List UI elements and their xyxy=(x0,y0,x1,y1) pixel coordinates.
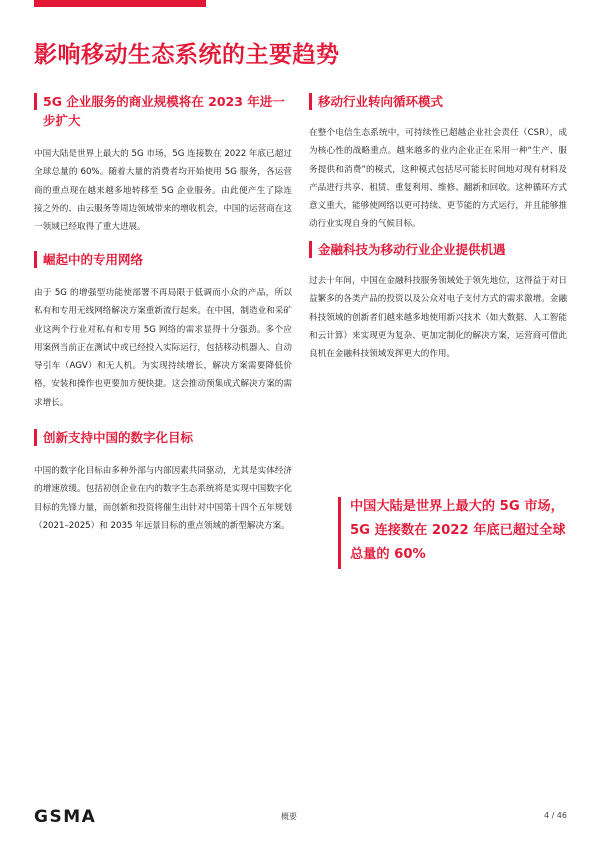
section-body: 由于 5G 的增强型功能使部署不再局限于低调而小众的产品，所以私有和专用无线网络解决方案重新流行起来。在中国，制造业和采矿业这两个行业对私有和专用 5G 网络的需求显得十分强劲。多个应用案例当前正在测试中或已经投入实际运行，包括移动机器人、自动导引车（AGV）和无人机。为实现持续增长，解决方案需要降低价格，安装和操作也更要加方便快捷。这会推动预集成式解决方案的需求增长。 xyxy=(34,288,292,408)
section-accent-bar xyxy=(34,429,37,446)
footer-section-label: 概要 xyxy=(281,812,297,821)
section-accent-bar xyxy=(34,251,37,268)
pull-quote xyxy=(338,495,570,567)
pull-quote-accent-bar xyxy=(338,497,341,569)
section-body: 在整个电信生态系统中，可持续性已超越企业社会责任（CSR），成为核心性的战略重点。越来越多的业内企业正在采用一种“生产、服务提供和消费”的模式，这种模式包括尽可能长时间地对现有材料及产品进行共享、租赁、重复利用、维修、翻新和回收。这种循环方式意义重大，能够使网络以更可持续、更节能的方式运行，并且能够推动行业实现自身的气候目标。 xyxy=(309,128,567,230)
section-title: 创新支持中国的数字化目标 xyxy=(43,430,194,445)
section-body: 中国大陆是世界上最大的 5G 市场，5G 连接数在 2022 年底已超过全球总量的 60%。随着大量的消费者均开始使用 5G 服务，各运营商的重点现在越来越多地转移至 5G 企业服务。由此便产生了除连接之外的、由云服务等周边领域带来的增收机会，中国的运营商在这一领域已经取得了重大进展。 xyxy=(34,149,292,233)
section-header xyxy=(34,428,292,447)
section-circular-model xyxy=(309,92,567,242)
section-digital-goals xyxy=(34,428,292,544)
section-accent-bar xyxy=(34,93,37,110)
pull-quote-text: 中国大陆是世界上最大的 5G 市场，5G 连接数在 2022 年底已超过全球总量的 60% xyxy=(350,499,566,562)
section-body: 中国的数字化目标由多种外部与内部因素共同驱动，尤其是实体经济的增速放缓。包括初创企业在内的数字生态系统将是实现中国数字化目标的先锋力量，而创新和投资将催生出针对中国第十四个五年规划（2021–2025）和 2035 年远景目标的重点领域的新型解决方案。 xyxy=(34,466,292,531)
section-5g-enterprise xyxy=(34,92,292,245)
section-header xyxy=(34,92,292,130)
section-title: 移动行业转向循环模式 xyxy=(318,94,444,109)
section-header xyxy=(309,240,567,259)
section-private-networks xyxy=(34,250,292,421)
page-number: 4 / 46 xyxy=(543,811,567,820)
section-title: 5G 企业服务的商业规模将在 2023 年进一步扩大 xyxy=(43,94,285,128)
section-title: 金融科技为移动行业企业提供机遇 xyxy=(318,242,506,257)
section-accent-bar xyxy=(309,241,312,258)
section-header xyxy=(309,92,567,111)
section-accent-bar xyxy=(309,93,312,110)
section-body: 过去十年间，中国在金融科技服务领域处于领先地位，这得益于对日益繁多的各类产品的投资以及公众对电子支付方式的需求激增。金融科技领域的创新者们越来越多地使用新兴技术（如大数据、人工智能和云计算）来实现更为复杂、更加定制化的解决方案，运营商可借此良机在金融科技领域发挥更大的作用。 xyxy=(309,276,567,360)
top-accent-bar xyxy=(34,0,206,7)
section-title: 崛起中的专用网络 xyxy=(43,252,144,267)
section-header xyxy=(34,250,292,269)
gsma-logo: GSMA xyxy=(34,807,97,827)
page-title: 影响移动生态系统的主要趋势 xyxy=(34,42,340,68)
section-fintech xyxy=(309,240,567,372)
